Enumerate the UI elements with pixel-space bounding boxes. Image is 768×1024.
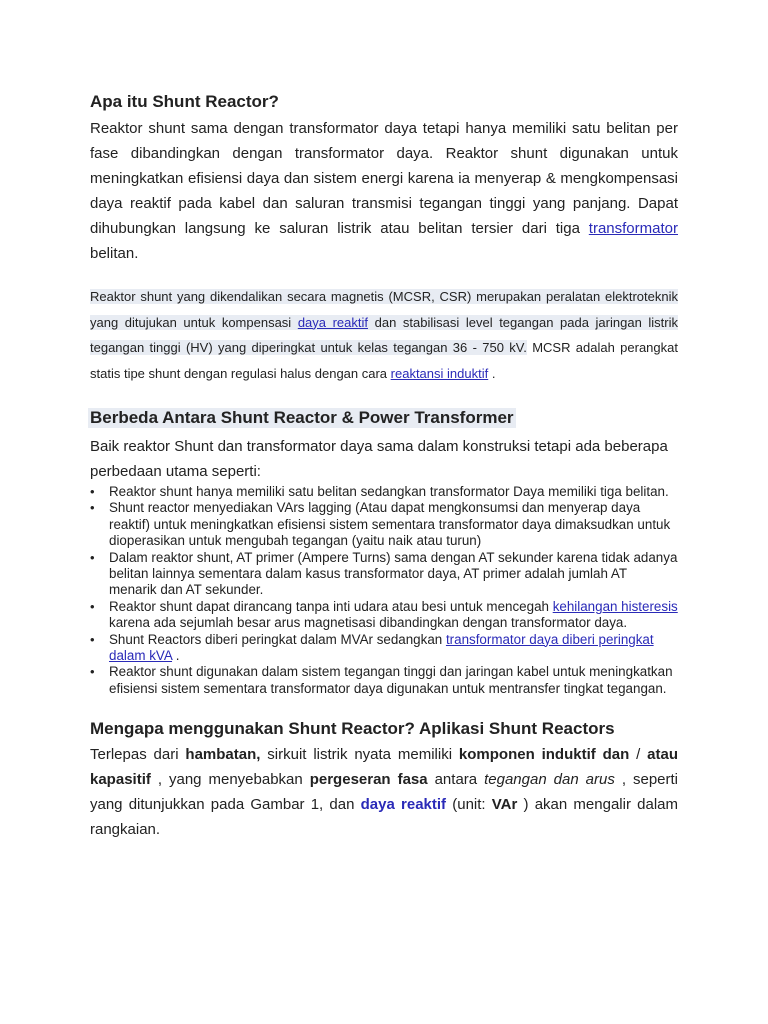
app-text: , yang menyebabkan — [150, 771, 310, 789]
list-item — [109, 632, 678, 665]
definition-text: Reaktor shunt sama dengan transformator daya tetapi hanya memiliki satu belitan per fase dibandingkan dengan transformator daya. Reaktor shunt digunakan untuk meningkatkan efisiensi daya dan sistem energi karena ia menyerap & mengkompensasi daya reaktif pada kabel dan saluran transmisi tegangan tinggi yang panjang. Dapat dihubungkan langsung ke saluran listrik atau belitan tersier dari tiga — [90, 120, 678, 237]
bold-term: VAr — [491, 796, 518, 814]
item4-text-pre: Reaktor shunt dapat dirancang tanpa inti udara atau besi untuk mencegah — [109, 598, 553, 614]
definition-end: belitan. — [90, 245, 139, 262]
link-transformator[interactable]: transformator — [588, 220, 678, 237]
link-daya-reaktif[interactable]: daya reaktif — [297, 314, 369, 330]
app-text: , seperti yang ditunjukkan pada Gambar 1, dan — [90, 771, 678, 814]
article — [90, 92, 678, 842]
app-text: Terlepas dari — [90, 746, 186, 764]
app-text: / — [629, 746, 648, 764]
item5-text-pre: Shunt Reactors diberi peringkat dalam MVAr sedangkan — [109, 631, 446, 647]
link-kehilangan-histeresis[interactable]: kehilangan histeresis — [552, 598, 678, 614]
app-text: ) akan mengalir dalam rangkaian. — [90, 796, 678, 839]
note-end: . — [488, 365, 496, 381]
list-item — [109, 599, 678, 632]
paragraph-difference-intro: Baik reaktor Shunt dan transformator daya sama dalam konstruksi tetapi ada beberapa perbedaan utama seperti: — [90, 438, 668, 480]
list-item: • Reaktor shunt hanya memiliki satu belitan sedangkan transformator Daya memiliki tiga belitan. — [109, 484, 678, 500]
bold-term: komponen induktif dan — [458, 746, 630, 764]
bold-term: pergeseran fasa — [309, 771, 428, 789]
note-text-3: MCSR adalah perangkat statis tipe shunt dengan regulasi halus dengan cara — [90, 340, 678, 381]
app-text: (unit: — [446, 796, 492, 814]
bold-term: atau kapasitif — [90, 746, 678, 789]
bold-term: hambatan, — [185, 746, 261, 764]
link-reaktansi-induktif[interactable]: reaktansi induktif — [390, 365, 489, 381]
app-text: sirkuit listrik nyata memiliki — [260, 746, 459, 764]
link-daya-reaktif-bold[interactable]: daya reaktif — [360, 796, 447, 814]
heading-why-use: Mengapa menggunakan Shunt Reactor? Aplikasi Shunt Reactors — [90, 719, 615, 739]
list-item: • Reaktor shunt digunakan dalam sistem tegangan tinggi dan jaringan kabel untuk meningkatkan efisiensi sistem sementara transformator daya digunakan untuk mentransfer tingkat tegangan. — [109, 664, 678, 697]
list-item: • Dalam reaktor shunt, AT primer (Ampere Turns) sama dengan AT sekunder karena tidak adanya belitan lainnya sementara dalam kasus transformator daya, AT primer adalah jumlah AT menarik dan AT sekunder. — [109, 550, 678, 599]
item4-text-post: karena ada sejumlah besar arus magnetisasi dibandingkan dengan transformator daya. — [109, 615, 628, 631]
link-transformator-kva[interactable]: transformator daya diberi peringkat dalam kVA — [109, 631, 654, 664]
note-text-1: Reaktor shunt yang dikendalikan secara magnetis (MCSR, CSR) merupakan peralatan elektroteknik yang ditujukan untuk kompensasi — [90, 289, 678, 330]
difference-list — [90, 484, 678, 697]
paragraph-applications — [90, 742, 678, 842]
item5-text-post: . — [172, 648, 180, 664]
heading-difference: Berbeda Antara Shunt Reactor & Power Transformer — [90, 408, 514, 427]
italic-term: tegangan dan arus — [484, 771, 615, 789]
paragraph-mcsr-note — [90, 284, 678, 386]
app-text: antara — [427, 771, 485, 789]
note-text-2: dan stabilisasi level tegangan pada jaringan listrik tegangan tinggi (HV) yang diperingkat untuk kelas tegangan 36 - 750 kV. — [90, 314, 678, 355]
paragraph-definition — [90, 116, 678, 266]
heading-what-is-shunt-reactor: Apa itu Shunt Reactor? — [90, 92, 279, 111]
list-item: • Shunt reactor menyediakan VArs lagging (Atau dapat mengkonsumsi dan menyerap daya reaktif) untuk meningkatkan efisiensi sistem sementara transformator daya dimaksudkan untuk dioperasikan untuk mengubah tegangan (yaitu naik atau turun) — [109, 500, 678, 549]
